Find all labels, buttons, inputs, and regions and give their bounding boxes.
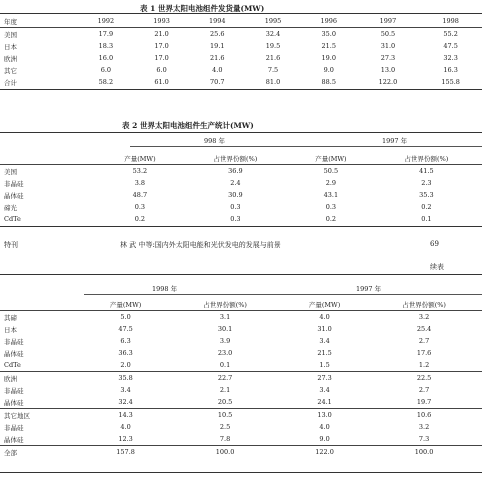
- table3-bottom-rule: [0, 472, 482, 473]
- table1-cell: 6.0: [100, 66, 112, 74]
- table3-cell: 10.6: [416, 411, 432, 419]
- table2-bottom-rule: [0, 226, 482, 227]
- table2-top-rule: [0, 132, 482, 133]
- table3-cell: 21.5: [317, 349, 332, 357]
- table1-cell: 日本: [4, 42, 17, 51]
- table3-subheader: 产量(MW): [109, 300, 142, 309]
- table3-row: [0, 384, 482, 396]
- table2-cell: 43.1: [323, 191, 339, 199]
- table3-cell: 欧洲: [4, 374, 17, 383]
- table2-row: [0, 165, 482, 178]
- table2-subheader-row: [0, 152, 482, 165]
- table1-cell: 25.6: [210, 30, 225, 38]
- table3-year-rule: [84, 294, 482, 295]
- table3-top-rule: [0, 274, 482, 275]
- table2: [0, 152, 482, 225]
- table3-cell: 35.8: [118, 374, 133, 382]
- table2-year-1998: 998 年: [204, 137, 225, 145]
- table1-row: [0, 64, 482, 76]
- table3-cell: 22.7: [217, 374, 233, 382]
- table3-cell: 100.0: [215, 448, 235, 456]
- table1-header-cell: 1997: [379, 17, 397, 25]
- table1-cell: 47.5: [443, 42, 458, 50]
- table1-cell: 19.1: [210, 42, 225, 50]
- table3-cell: 9.0: [319, 435, 330, 443]
- table2-cell: 0.3: [134, 203, 146, 211]
- table1-row: [0, 40, 482, 52]
- table3-cell: 2.7: [418, 386, 430, 394]
- table1-row: [0, 52, 482, 64]
- table3-cell: 22.5: [416, 374, 432, 382]
- table1-cell: 31.0: [380, 42, 396, 50]
- table3-subheader-row: [0, 298, 482, 311]
- table3-cell: 全部: [4, 448, 17, 457]
- table3-cell: 3.1: [219, 313, 231, 321]
- table1-bottom-rule: [0, 89, 482, 90]
- table2-cell: 35.3: [419, 191, 434, 199]
- table3-cell: 晶体硅: [4, 398, 24, 407]
- table2-cell: 0.2: [421, 203, 432, 211]
- continued-label: 续表: [430, 263, 444, 271]
- table2-cell: 美国: [4, 167, 17, 176]
- table2-row: [0, 177, 482, 189]
- table2-cell: 0.3: [325, 203, 337, 211]
- table3-row: [0, 421, 482, 433]
- table3-cell: 47.5: [118, 325, 133, 333]
- table2-row: [0, 213, 482, 225]
- table3-cell: 30.1: [217, 325, 233, 333]
- table3-row: [0, 323, 482, 335]
- table3-cell: 157.8: [116, 448, 135, 456]
- table1-cell: 88.5: [321, 78, 336, 86]
- table3-cell: 3.4: [319, 337, 330, 345]
- running-title: 林 武 中等:国内外太阳电能和光伏发电的发展与前景: [120, 241, 281, 249]
- page-number: 69: [430, 240, 439, 248]
- table2-cell: 2.4: [230, 179, 241, 187]
- table1-cell: 6.0: [156, 66, 167, 74]
- table3-subheader: 产量(MW): [308, 300, 341, 309]
- table3-cell: 2.0: [120, 361, 131, 369]
- table2-subheader: 产量(MW): [315, 154, 347, 163]
- table3-cell: 4.0: [319, 313, 330, 321]
- table1-cell: 122.0: [378, 78, 398, 86]
- table3-cell: 31.0: [317, 325, 332, 333]
- table3-cell: 27.3: [317, 374, 332, 382]
- table3-cell: 14.3: [118, 411, 133, 419]
- table1-row: [0, 28, 482, 41]
- table1-cell: 27.3: [380, 54, 396, 62]
- table1-cell: 70.7: [210, 78, 225, 86]
- table2-cell: CdTe: [4, 215, 21, 223]
- table3-cell: 非晶硅: [4, 423, 24, 432]
- table3: [0, 298, 482, 458]
- table3-year-1998: 1998 年: [152, 285, 178, 293]
- table1: [0, 15, 482, 88]
- table2-year-rule: [130, 146, 482, 147]
- table1-header-cell: 1992: [97, 17, 115, 25]
- table2-row: [0, 189, 482, 201]
- table2-subheader: 占世界份额(%): [404, 154, 449, 163]
- table1-cell: 18.3: [98, 42, 114, 50]
- table2-cell: 0.3: [230, 203, 241, 211]
- table1-cell: 17.0: [154, 54, 169, 62]
- table1-cell: 21.6: [265, 54, 281, 62]
- table1-cell: 7.5: [267, 66, 279, 74]
- table3-subheader: 占世界份额(%): [402, 300, 446, 309]
- table2-cell: 53.2: [132, 167, 148, 175]
- table3-cell: 2.1: [219, 386, 231, 394]
- table1-cell: 其它: [4, 66, 17, 75]
- table2-subheader: 占世界份额(%): [213, 154, 258, 163]
- table3-cell: 3.9: [219, 337, 231, 345]
- table1-cell: 32.4: [265, 30, 281, 38]
- table1-header-cell: 1998: [442, 17, 459, 25]
- table3-cell: 2.5: [219, 423, 231, 431]
- table2-year-1997: 1997 年: [382, 137, 408, 145]
- journal-label: 特刊: [4, 241, 18, 249]
- table3-cell: 4.0: [319, 423, 330, 431]
- table1-cell: 50.5: [380, 30, 396, 38]
- table3-cell: 12.3: [118, 435, 133, 443]
- table3-corner: [0, 298, 84, 311]
- table3-cell: 7.3: [418, 435, 430, 443]
- table1-cell: 21.6: [210, 54, 225, 62]
- table3-subheader: 占世界份额(%): [203, 300, 247, 309]
- table2-cell: 碲光: [4, 203, 17, 212]
- table2-cell: 41.5: [419, 167, 434, 175]
- table3-row: [0, 335, 482, 347]
- table1-cell: 欧洲: [4, 54, 17, 63]
- table1-cell: 17.9: [98, 30, 114, 38]
- table2-caption: 表 2 世界太阳电池组件生产统计(MW): [122, 121, 254, 130]
- table1-header-cell: 1993: [153, 17, 170, 25]
- table1-top-rule: [0, 13, 482, 14]
- table1-cell: 美国: [4, 30, 17, 39]
- table1-cell: 4.0: [212, 66, 223, 74]
- table2-cell: 0.2: [134, 215, 146, 223]
- table3-cell: 4.0: [120, 423, 131, 431]
- table3-cell: 10.5: [217, 411, 233, 419]
- table1-cell: 55.2: [443, 30, 458, 38]
- table2-cell: 30.9: [228, 191, 243, 199]
- table3-cell: 17.6: [416, 349, 432, 357]
- table3-cell: 3.2: [418, 313, 430, 321]
- table2-cell: 48.7: [132, 191, 148, 199]
- table3-cell: 3.4: [319, 386, 330, 394]
- table1-cell: 61.0: [154, 78, 169, 86]
- table3-cell: 100.0: [414, 448, 434, 456]
- table3-cell: 非晶硅: [4, 386, 24, 395]
- table2-cell: 0.3: [230, 215, 241, 223]
- table2-cell: 36.9: [228, 167, 243, 175]
- table3-cell: 36.3: [118, 349, 133, 357]
- table1-header-cell: 1995: [264, 17, 282, 25]
- table3-cell: 6.3: [120, 337, 131, 345]
- table3-cell: 25.4: [416, 325, 432, 333]
- table3-total-row: [0, 446, 482, 459]
- table2-cell: 3.8: [134, 179, 146, 187]
- table2-cell: 0.1: [421, 215, 432, 223]
- table1-cell: 19.5: [265, 42, 281, 50]
- table2-cell: 2.3: [421, 179, 432, 187]
- table3-row: [0, 347, 482, 359]
- table3-row: [0, 409, 482, 422]
- table2-cell: 50.5: [323, 167, 339, 175]
- table3-cell: 1.2: [418, 361, 430, 369]
- table3-cell: 0.1: [219, 361, 231, 369]
- table3-row: [0, 359, 482, 372]
- table1-cell: 21.0: [154, 30, 169, 38]
- table1-cell: 155.8: [441, 78, 460, 86]
- table1-cell: 17.0: [154, 42, 169, 50]
- table3-cell: 2.7: [418, 337, 430, 345]
- table1-row: [0, 76, 482, 88]
- table1-cell: 16.3: [443, 66, 458, 74]
- table3-cell: 7.8: [219, 435, 231, 443]
- table3-cell: 3.2: [418, 423, 430, 431]
- table3-cell: 非晶硅: [4, 337, 24, 346]
- table3-row: [0, 311, 482, 324]
- table1-header-cell: 1994: [209, 17, 226, 25]
- table1-cell: 32.3: [443, 54, 458, 62]
- table3-cell: 日本: [4, 325, 17, 334]
- table1-header-row: [0, 15, 482, 28]
- table1-header-cell: 1996: [320, 17, 337, 25]
- table2-cell: 0.2: [325, 215, 337, 223]
- table3-cell: 32.4: [118, 398, 133, 406]
- table1-cell: 16.0: [98, 54, 114, 62]
- table1-cell: 19.0: [321, 54, 336, 62]
- table1-cell: 81.0: [265, 78, 281, 86]
- table3-year-1997: 1997 年: [356, 285, 382, 293]
- table3-cell: 13.0: [317, 411, 332, 419]
- table3-row: [0, 372, 482, 385]
- table3-cell: 5.0: [120, 313, 131, 321]
- table2-cell: 晶体硅: [4, 191, 24, 200]
- table3-cell: 122.0: [315, 448, 334, 456]
- table1-cell: 58.2: [98, 78, 114, 86]
- table3-cell: CdTe: [4, 361, 21, 369]
- table3-row: [0, 396, 482, 409]
- table2-cell: 2.9: [325, 179, 337, 187]
- table1-cell: 35.0: [321, 30, 336, 38]
- table1-caption: 表 1 世界太阳电池组件发货量(MW): [140, 4, 265, 13]
- table3-cell: 24.1: [317, 398, 332, 406]
- table3-cell: 其它地区: [4, 411, 30, 420]
- table3-cell: 20.5: [217, 398, 233, 406]
- table3-cell: 23.0: [217, 349, 233, 357]
- table1-cell: 13.0: [380, 66, 396, 74]
- table1-cell: 21.5: [321, 42, 336, 50]
- table3-cell: 其碲: [4, 313, 17, 322]
- table2-row: [0, 201, 482, 213]
- table2-corner: [0, 152, 100, 165]
- table2-subheader: 产量(MW): [124, 154, 156, 163]
- table3-cell: 晶体硅: [4, 435, 24, 444]
- table3-cell: 1.5: [319, 361, 330, 369]
- table3-row: [0, 433, 482, 446]
- table2-cell: 非晶硅: [4, 179, 24, 188]
- table1-cell: 合计: [4, 78, 17, 87]
- table1-cell: 9.0: [323, 66, 334, 74]
- table3-cell: 19.7: [416, 398, 432, 406]
- table3-cell: 晶体硅: [4, 349, 24, 358]
- table1-header-cell: 年度: [4, 17, 17, 26]
- table3-cell: 3.4: [120, 386, 131, 394]
